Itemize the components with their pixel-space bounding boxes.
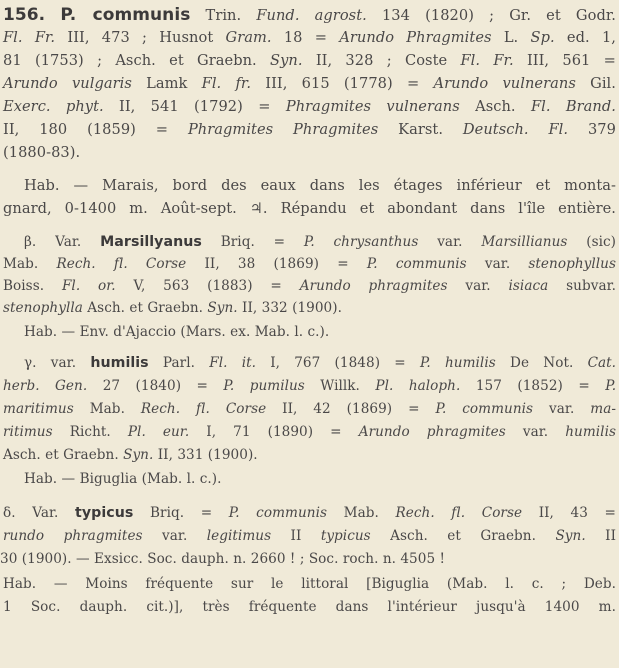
synonym: P. communis [228,505,327,521]
synonym: stenophyllus [528,256,616,272]
ref-text: var. [465,278,491,294]
ref-title: Fl. fr. [201,75,252,92]
synonym: Phragmites vulnerans [285,98,460,115]
var-beta-line-2 [0,254,619,274]
ref-text: subvar. [566,278,617,294]
synonym: stenophylla [3,300,83,316]
var-gamma-habitat: Hab. — Biguglia (Mab. l. c.). [24,471,222,487]
ref-title: Fl. Fr. [3,29,56,46]
ref-text: 157 (1852) = [475,378,590,394]
ref-title: Sp. [530,29,555,46]
ref-text: II, 328 ; Coste [315,52,448,69]
var-gamma-line-3 [0,399,619,419]
ref-text: 81 (1753) ; Asch. et Graebn. [3,52,257,69]
ref-text: II, 38 (1869) = [204,256,349,272]
ref-text: II [605,528,616,544]
ref-title: Syn. [207,300,238,316]
ref-text: III, 473 ; Husnot [67,29,214,46]
ref-text: II, 332 (1900). [242,300,342,316]
synonym: Phragmites Phragmites [187,121,379,138]
var-delta-line-1 [0,503,619,523]
ref-text: var. [162,528,188,544]
ref-title: Fl. Brand. [530,98,616,115]
ref-title: herb. Gen. [3,378,88,394]
author: Karst. [398,121,444,138]
ref-text: var. [437,234,463,250]
var-beta-line-3 [0,276,619,296]
ref-text: var. [549,401,575,417]
author: Asch. [475,98,516,115]
var-gamma-line-2 [0,376,619,396]
synonym: P. [605,378,617,394]
synonym: isiaca [508,278,549,294]
var-beta-line-1 [0,232,619,252]
var-name: Marsillyanus [100,234,202,250]
ref-text: (sic) [586,234,617,250]
ref-text: 379 [587,121,616,138]
entry-number: 156. [3,5,46,25]
ref-text: 27 (1840) = [102,378,208,394]
var-name: humilis [90,355,149,371]
ref-title: Syn. [123,447,154,463]
var-label: γ. var. [24,355,77,371]
ref-title: Deutsch. Fl. [462,121,569,138]
entry-156-habitat-cont: gnard, 0-1400 m. Août-sept. ♃. Répandu et abondant dans l'île entière. [3,200,616,217]
entry-156-line-5 [0,97,619,117]
author: Mab. [343,505,379,521]
var-delta-line-3: 30 (1900). — Exsicc. Soc. dauph. n. 2660 ! ; Soc. roch. n. 4505 ! [0,551,446,567]
ref-title: Fund. agrost. [256,7,367,24]
ref-title: Gram. [225,29,272,46]
ref-title: Rech. fl. Corse [140,401,267,417]
author: Asch. et Graebn. [390,528,536,544]
author: De Not. [510,355,574,371]
ref-text: II, 541 (1792) = [119,98,271,115]
author: Trin. [205,7,242,24]
synonym: P. pumilus [223,378,305,394]
var-gamma-line-1 [0,353,619,373]
synonym: Arundo phragmites [299,278,448,294]
author: Asch. et Graebn. [3,447,119,463]
author: Briq. = [220,234,286,250]
ref-text: II, 42 (1869) = [282,401,420,417]
var-name: typicus [75,505,134,521]
entry-156-line-2 [0,28,619,48]
ref-text: var. [484,256,511,272]
ref-title: Fl. Fr. [460,52,514,69]
var-gamma-line-4 [0,422,619,442]
ref-title: Cat. [587,355,617,371]
author: Richt. [69,424,111,440]
synonym: humilis [565,424,617,440]
ref-text: I, 71 (1890) = [206,424,342,440]
var-gamma-line-5 [0,445,619,465]
ref-text: 134 (1820) ; Gr. et Godr. [381,7,616,24]
species-name: P. communis [60,5,191,25]
synonym: Arundo vulgaris [3,75,132,92]
ref-text: II [290,528,302,544]
ref-text: ed. 1, [566,29,616,46]
ref-title: Pl. eur. [127,424,190,440]
synonym: P. chrysanthus [303,234,419,250]
ref-text: III, 561 = [526,52,616,69]
ref-title: Rech. fl. Corse [395,505,523,521]
synonym: typicus [320,528,371,544]
ref-text: II, 43 = [538,505,616,521]
author: Boiss. [3,278,45,294]
ref-text: II, 180 (1859) = [3,121,169,138]
synonym: ritimus [3,424,53,440]
synonym: Arundo phragmites [358,424,506,440]
ref-text: 18 = [283,29,328,46]
entry-156-line-3 [0,51,619,71]
entry-156-line-7: (1880-83). [3,144,81,161]
ref-text: var. [522,424,549,440]
var-label: δ. Var. [3,505,59,521]
synonym: P. communis [435,401,534,417]
ref-text: V, 563 (1883) = [133,278,282,294]
synonym: Arundo vulnerans [433,75,576,92]
ref-title: Fl. or. [61,278,116,294]
author: Briq. = [150,505,213,521]
author: Asch. et Graebn. [87,300,204,316]
author: Mab. [89,401,125,417]
synonym: maritimus [3,401,74,417]
var-label: β. Var. [24,234,82,250]
ref-text: II, 331 (1900). [157,447,258,463]
synonym: rundo phragmites [3,528,143,544]
var-delta-line-2 [0,526,619,546]
synonym: P. humilis [419,355,496,371]
var-delta-habitat-cont: 1 Soc. dauph. cit.)], très fréquente dans l'intérieur jusqu'à 1400 m. [3,599,616,615]
ref-title: Pl. haloph. [375,378,461,394]
ref-text: III, 615 (1778) = [265,75,420,92]
synonym: Arundo Phragmites [339,29,492,46]
entry-156-line-6 [0,120,619,140]
ref-title: Rech. fl. Corse [56,256,187,272]
var-beta-habitat: Hab. — Env. d'Ajaccio (Mars. ex. Mab. l. c.). [24,324,330,340]
var-delta-habitat: Hab. — Moins fréquente sur le littoral [Biguglia (Mab. l. c. ; Deb. [3,576,616,592]
entry-156-habitat: Hab. — Marais, bord des eaux dans les étages inférieur et monta- [24,177,616,194]
author: Mab. [3,256,39,272]
ref-text: I, 767 (1848) = [270,355,406,371]
author: Gil. [590,75,616,92]
ref-title: Fl. it. [209,355,256,371]
entry-156-line-4 [0,74,619,94]
ref-title: Exerc. phyt. [3,98,104,115]
entry-156-line-1 [0,5,619,25]
author: Willk. [320,378,360,394]
author: Lamk [146,75,188,92]
synonym: Marsillianus [481,234,568,250]
synonym: ma- [590,401,617,417]
ref-title: Syn. [555,528,586,544]
ref-title: Syn. [270,52,303,69]
synonym: legitimus [206,528,272,544]
var-beta-line-4 [0,298,619,318]
author: L. [503,29,519,46]
author: Parl. [162,355,195,371]
synonym: P. communis [366,256,467,272]
